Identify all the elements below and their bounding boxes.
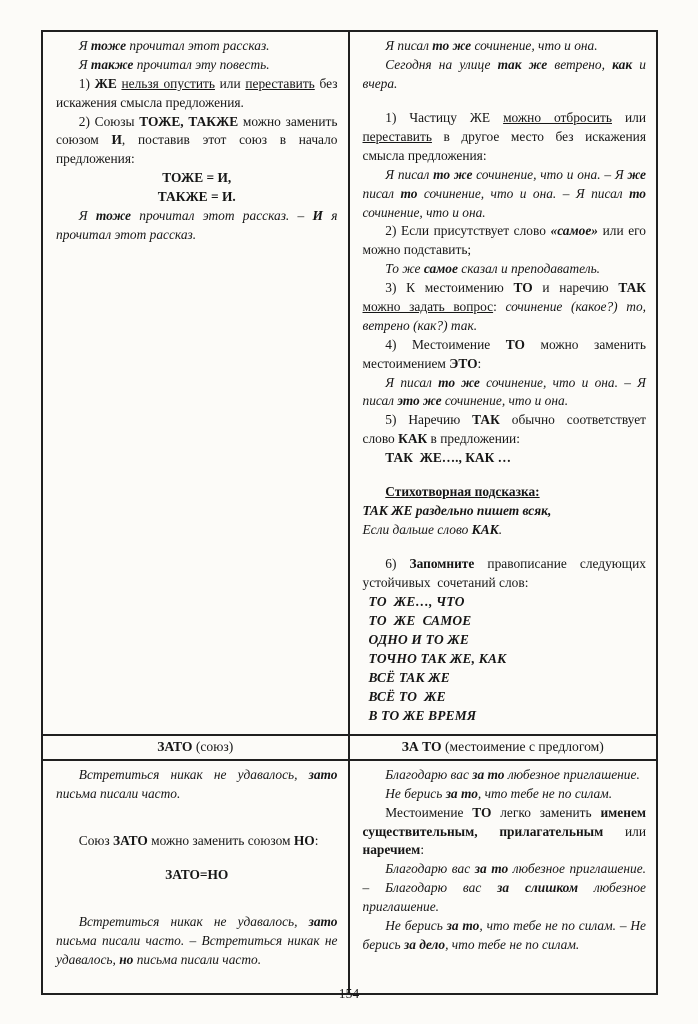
paragraph: ОДНО И ТО ЖЕ — [368, 632, 470, 648]
grammar-table — [41, 30, 658, 995]
paragraph: 5) Наречию ТАК обычно соответствует слово КАК в предложении: — [362, 412, 646, 447]
paragraph: Не берись за то, что тебе не по силам. – Не берись за дело, что тебе не по силам. — [362, 917, 646, 952]
paragraph: ТОЧНО ТАК ЖЕ, КАК — [368, 650, 507, 666]
paragraph: Я тоже прочитал этот рассказ. – И я прочитал этот рассказ. — [56, 208, 338, 242]
paragraph: Если дальше слово КАК. — [362, 522, 503, 538]
header-za-to-mestoimenie-label: ЗА ТО (местоимение с предлогом) — [401, 738, 604, 754]
paragraph: Стихотворная подсказка: — [385, 484, 540, 500]
paragraph: ТАКЖЕ = И. — [157, 189, 236, 205]
paragraph: 1) ЖЕ нельзя опустить или переставить без искажения смысла предложения. — [56, 75, 338, 110]
paragraph: ЗАТО=НО — [165, 867, 229, 883]
paragraph: ТАК ЖЕ раздельно пишет всяк, — [362, 503, 552, 519]
cell-to-zhe-tak-zhe-rules — [350, 32, 657, 734]
header-zato-soyuz-label: ЗАТО (союз) — [157, 738, 234, 754]
paragraph: Встретиться никак не удавалось, зато письма писали часто. – Встретиться никак не удавалось, но письма писали часто. — [56, 914, 338, 967]
paragraph: Встретиться никак не удавалось, зато письма писали часто. — [56, 766, 338, 801]
paragraph: Сегодня на улице так же ветрено, как и вчера. — [362, 56, 646, 91]
section-zato-header-row — [43, 734, 656, 761]
paragraph: Я писал то же сочинение, что и она. – Я же писал то сочинение, что и она. – Я писал то сочинение, что и она. — [362, 166, 646, 220]
paragraph: ВСЁ ТО ЖЕ — [368, 688, 446, 704]
paragraph: ТАК ЖЕ…., КАК … — [385, 450, 512, 466]
header-za-to-mestoimenie — [350, 736, 657, 759]
paragraph: ТО ЖЕ…, ЧТО — [368, 594, 465, 610]
header-zato-soyuz — [43, 736, 350, 759]
paragraph: ВСЁ ТАК ЖЕ — [368, 669, 450, 685]
page-number: 154 — [338, 986, 360, 1001]
paragraph: 1) Частицу ЖЕ можно отбросить или переставить в другое место без искажения смысла предложения: — [362, 110, 646, 163]
paragraph: Я тоже прочитал этот рассказ. — [78, 38, 270, 53]
section-zato — [43, 761, 656, 993]
paragraph: 4) Местоимение ТО можно заменить местоимением ЭТО: — [362, 336, 646, 371]
paragraph: 3) К местоимению ТО и наречию ТАК можно задать вопрос: сочинение (какое?) то, ветрено (как?) так. — [362, 280, 646, 333]
paragraph: ТО ЖЕ САМОЕ — [368, 613, 472, 629]
section-tozhe-takzhe — [43, 32, 656, 734]
cell-tozhe-takzhe-rules — [43, 32, 350, 734]
paragraph: Благодарю вас за то любезное приглашение. – Благодарю вас за слишком любезное приглашение. — [362, 861, 647, 915]
paragraph: Я писал то же сочинение, что и она. — [385, 38, 598, 53]
cell-za-to-rules — [350, 761, 657, 993]
paragraph: 2) Союзы ТОЖЕ, ТАКЖЕ можно заменить союзом И, поставив этот союз в начало предложения: — [56, 113, 338, 167]
paragraph: 6) Запомните правописание следующих устойчивых сочетаний слов: — [362, 556, 646, 591]
paragraph: 2) Если присутствует слово «самое» или его можно подставить; — [362, 223, 646, 258]
paragraph: ТОЖЕ = И, — [162, 170, 232, 186]
paragraph: Не берись за то, что тебе не по силам. — [385, 785, 613, 801]
cell-zato-rules — [43, 761, 350, 993]
paragraph: Благодарю вас за то любезное приглашение. — [385, 766, 640, 782]
paragraph: То же самое сказал и преподаватель. — [385, 261, 601, 277]
paragraph: Союз ЗАТО можно заменить союзом НО: — [78, 832, 319, 848]
paragraph: В ТО ЖЕ ВРЕМЯ — [368, 707, 477, 723]
paragraph: Я писал то же сочинение, что и она. – Я писал это же сочинение, что и она. — [362, 374, 646, 409]
paragraph: Я также прочитал эту повесть. — [78, 56, 270, 72]
paragraph: Местоимение ТО легко заменить именем существительным, прилагательным или наречием: — [362, 804, 647, 858]
